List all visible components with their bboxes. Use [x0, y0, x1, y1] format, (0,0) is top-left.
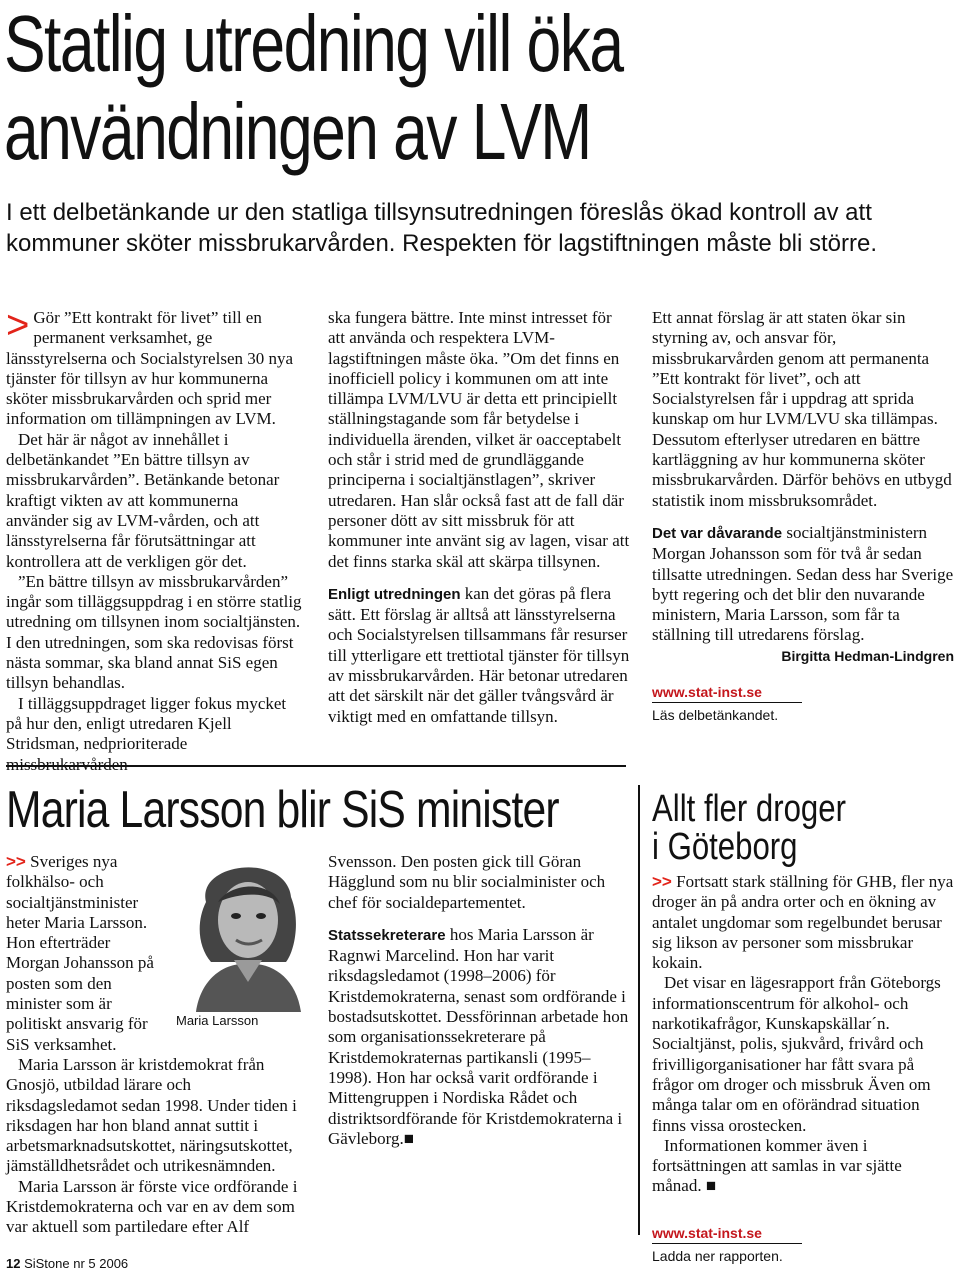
article1-column-2 — [328, 308, 630, 727]
article2-col2-para1: Svensson. Den posten gick till Göran Hägglund som nu blir socialminister och chef för socialdepartementet. — [328, 852, 606, 912]
headline-line-2: användningen av LVM — [4, 87, 591, 176]
article2-para3: Maria Larsson är förste vice ordförande i Kristdemokraterna och var en av dem som var aktuell som partiledare efter Alf — [6, 1176, 298, 1237]
page-number: 12 — [6, 1256, 21, 1271]
article3-column — [652, 872, 954, 1266]
article3-headline: Allt fler droger i Göteborg — [652, 788, 846, 868]
article2-column-2 — [328, 852, 630, 1149]
page-footer — [6, 1256, 128, 1271]
article1-col2-para1: ska fungera bättre. Inte minst intresset för att använda och respektera LVM-lagstiftningen måste öka. ”Om det finns en inofficiell policy i kommunen om att inte tillämpa LVM/LVU är detta ett principiellt ställningstagande som får betydelse i individuella ärenden, vilket är oacceptabelt och står i strid med de grundläggande principerna i socialtjänstlagen”, skriver utredaren. Han slår också fast att de fall där personer dött av sitt missbruk för att kommuner inte använt sig av lagen, visar att det finns starka skäl att skärpa tillsynen. — [328, 308, 630, 571]
article1-col1-para4: I tilläggsuppdraget ligger fokus mycket på hur den, enligt utredaren Kjell Stridsman, nedprioriterade — [6, 693, 287, 754]
chevron-icon: >> — [652, 872, 672, 891]
article1-col1-para1: > Gör ”Ett kontrakt för livet” till en permanent verksamhet, ge länsstyrelserna och Socialstyrelsen 30 nya tjänster för tillsyn av hur kommunerna sköter missbrukarvården och sprid mer information om tillämpningen av LVM. — [6, 303, 294, 429]
article3-para3: Informationen kommer även i fortsättningen att samlas in var sjätte månad. ■ — [652, 1135, 902, 1196]
chevron-icon: >> — [6, 852, 26, 871]
article2-col2-para2: Statssekreterare hos Maria Larsson är Ragnwi Marcelind. Hon har varit riksdagsledamot (1998–2006) för Kristdemokraterna, senast som ordförande i bostadsutskottet. Dessförinnan arbetade hon som organisationssekreterare på Kristdemokraternas partikansli (1995–1998). Hon har också varit ordförande i Mittengruppen i Nordiska Rådet och distriktsordförande för Kristdemokraterna i Gävleborg.■ — [328, 924, 629, 1148]
article2-column-1 — [6, 852, 304, 1238]
article3-web-link[interactable]: www.stat-inst.se — [652, 1224, 762, 1241]
article1-web-link[interactable]: www.stat-inst.se — [652, 684, 762, 701]
end-mark-icon: ■ — [403, 1128, 414, 1148]
article1-column-3 — [652, 308, 954, 726]
article1-column-1 — [6, 303, 304, 775]
publication-name: SiStone nr 5 2006 — [20, 1256, 129, 1271]
article1-col3-para1: Ett annat förslag är att staten ökar sin styrning av, och ansvar för, missbrukarvården genom att permanenta ”Ett kontrakt för livet”, och att Socialstyrelsen får i uppdrag att sprida kunskap om hur LVM/LVU ska tillämpas. Dessutom efterlyser utredaren en bättre kartläggning av hur kommunerna sköter missbrukarvården. Därför behövs en utbygd statistik inom missbruksområdet. — [652, 308, 952, 510]
article3-link-note: Ladda ner rapporten. — [652, 1243, 802, 1266]
article1-col1-para3: ”En bättre tillsyn av missbrukarvården” ingår som tilläggsuppdrag i en större statlig utredning om tillsynen inom socialtjänsten. I den utredningen, som ska redovisas först nästa sommar, ska bland annat SiS egen tillsyn behandlas. — [6, 571, 302, 693]
article2-headline: Maria Larsson blir SiS minister — [6, 781, 559, 839]
article2-para2: Maria Larsson är kristdemokrat från Gnosjö, utbildad lärare och riksdagsledamot sedan 1998. Under tiden i riksdagen har hon bland annat suttit i arbetsmarknadsutskottet, näringsutskottet, jämställdhetsrådet och utrikesnämnden. — [6, 1054, 297, 1176]
article1-col1-para2: Det här är något av innehållet i delbetänkandet ”En bättre tillsyn av missbrukarvården”. Betänkande betonar kraftigt vikten av att kommunerna använder sig av LVM-vården, och att länsstyrelserna får förutsättningar att kontrollera att de verkligen gör det. — [6, 429, 280, 571]
headline-line-1: Statlig utredning vill öka — [4, 0, 623, 88]
article3-para2: Det visar en lägesrapport från Göteborgs informationscentrum för alkohol- och narkotikafrågor, Kunskapskällar´n. Socialtjänst, polis, sjukvård, frivård och frivilligorganisationer har fått svara på frågor om droger och missbruk Även om många talar om en oförändrad situation finns vissa orostecken. — [652, 973, 941, 1135]
article1-headline — [4, 0, 956, 176]
article1-col3-para2: Det var dåvarande socialtjänstministern Morgan Johansson som för två år sedan tillsatte utredningen. Sedan dess har Sverige bytt regering och det blir den nuvarande ministern, Maria Larsson, som får ta ställning till utredarens förslag. — [652, 522, 954, 645]
article3-para1: >> Fortsatt stark ställning för GHB, fler nya droger än på andra orter och en ökning av antalet ungdomar som regelbundet berusar sig likson av personer som missbrukar kokain. — [652, 872, 954, 973]
article1-lead: I ett delbetänkande ur den statliga tillsynsutredningen föreslås ökad kontroll av att kommuner sköter missbrukarvården. Respekten för lagstiftningen måste bli större. — [6, 199, 878, 257]
column-rule — [638, 785, 640, 1235]
byline: Birgitta Hedman-Lindgren — [781, 647, 954, 664]
article2-para1: >> Sveriges nya folkhälso- och socialtjänstminister heter Maria Larsson. Hon efterträder Morgan Johansson på posten som den minister som är politiskt ansvarig för SiS verksamhet. — [6, 852, 154, 1054]
photo-caption: Maria Larsson — [176, 1013, 259, 1028]
article1-col2-para2: Enligt utredningen kan det göras på flera sätt. Ett förslag är alltså att länsstyrelserna och Socialstyrelsen tillsammans får resurser till ytterligare ett trettiotal tjänster för tillsyn av missbrukarvården. Här betonar utredaren att det särskilt när det gäller tvångsvård är viktigt med en omfattande tillsyn. — [328, 583, 630, 726]
article1-link-note: Läs delbetänkandet. — [652, 702, 802, 725]
end-mark-icon: ■ — [705, 1176, 717, 1196]
chevron-icon: > — [6, 303, 30, 347]
section-divider — [6, 765, 626, 767]
